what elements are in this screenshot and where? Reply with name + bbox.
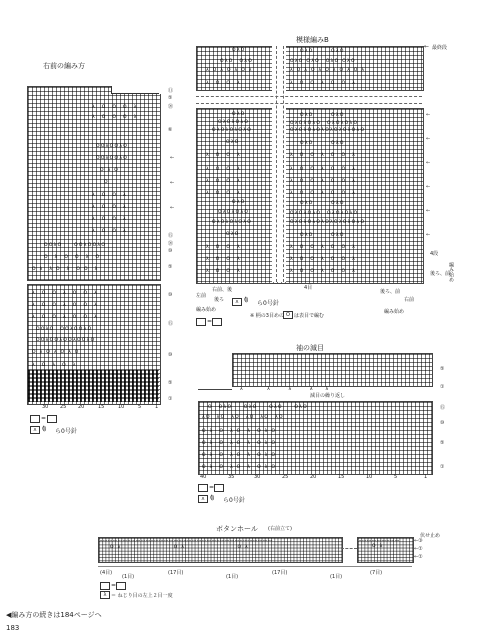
- pattern-sym-row: OλO: [232, 200, 246, 205]
- front-sym-row: λ O O λ: [92, 193, 128, 198]
- pattern-label: 右前: [404, 297, 415, 303]
- pattern-sym-row: λ O O λ: [206, 153, 242, 158]
- row-mark: ←: [426, 160, 431, 166]
- row-mark: ⑩: [168, 352, 173, 358]
- pattern-sym-row: λ O λ O λ O λ O λ O λ: [290, 68, 366, 73]
- needle-icon: ⟬⟭: [210, 494, 215, 501]
- needle-icon: ⟬⟭: [42, 425, 47, 432]
- legend-symbol: ᴧ: [30, 426, 40, 434]
- front-sym-row: O: [104, 180, 109, 185]
- legend-symbol: O: [283, 311, 293, 319]
- row-mark: ←: [426, 136, 431, 142]
- axis-label: 10: [366, 474, 373, 480]
- pattern-sym-row: OλO OλO: [300, 113, 345, 118]
- buttonhole-note: ＝ ねじり目の左上２目一度: [111, 593, 173, 599]
- pattern-label: 編み始め: [384, 309, 405, 315]
- front-sym-row: λ O O λ: [92, 217, 128, 222]
- front-sym-row: λ O O λ O O λ: [32, 303, 99, 308]
- row-mark: ①: [440, 464, 445, 470]
- segment-line: [98, 566, 412, 567]
- pattern-sym-row: OλOλOλO: [218, 120, 250, 125]
- pattern-sym-row: OλOλOλOλOλOλOλOλO: [290, 128, 366, 133]
- row-mark: ←: [170, 180, 175, 186]
- legend-symbol: [196, 318, 206, 326]
- side-label: 編み始め: [448, 262, 454, 282]
- axis-label: 5: [394, 474, 398, 480]
- legend-symbol: ᴧ: [198, 495, 208, 503]
- pattern-sym-row: λ O O λ: [206, 167, 242, 172]
- note-text: ※ 柄の3目めの: [250, 313, 284, 319]
- row-mark: ⑩: [168, 292, 173, 298]
- segment-label: (7目): [370, 570, 383, 576]
- axis-label: 1: [424, 474, 428, 480]
- continuation-note: ◀編み方の続きは184ページへ: [6, 611, 102, 619]
- bind-off-row: ᴗᴗᴗᴗᴗᴗᴗᴗᴗᴗᴗᴗᴗᴗᴗᴗᴗᴗᴗᴗᴗᴗᴗᴗᴗᴗᴗᴗᴗᴗᴗᴗᴗᴗᴗᴗᴗᴗᴗᴗᴗᴗᴗᴗᴗᴗᴗᴗᴗᴗᴗᴗᴗᴗᴗᴗᴗᴗᴗᴗᴗᴗᴗᴗᴗᴗᴗᴗ: [100, 538, 273, 542]
- row-mark: ⑤: [168, 95, 173, 101]
- buttonhole-title: ボタンホール: [216, 525, 258, 533]
- segment-label: (1目): [122, 574, 135, 580]
- side-label: 4段: [430, 251, 439, 257]
- row-mark: ⑤: [168, 264, 173, 270]
- pattern-b-title: 模様編みB: [296, 36, 329, 44]
- axis-label: 5: [138, 404, 142, 410]
- legend-symbol: [198, 484, 208, 492]
- legend-symbol: [47, 415, 57, 423]
- segment-label: (1目): [330, 574, 343, 580]
- row-mark: ←: [426, 232, 431, 238]
- pattern-sym-row: λ O O λ O O λ: [290, 245, 357, 250]
- row-mark: ⑤: [168, 380, 173, 386]
- pattern-sym-row: OλO OλO: [220, 59, 254, 64]
- ribbing-area: [28, 370, 159, 402]
- pattern-label: 編み始め: [196, 307, 217, 313]
- segment-label: (1目): [226, 574, 239, 580]
- axis-label: 20: [78, 404, 85, 410]
- pattern-label: 後ろ、前: [380, 289, 401, 295]
- legend-symbol: λ: [100, 591, 110, 599]
- row-mark: ⑮: [168, 233, 174, 239]
- pattern-sym-row: λ O O λ O O λ: [290, 179, 357, 184]
- pattern-sym-row: λ O λ O λ O λ: [206, 68, 253, 73]
- pattern-sym-row: OλOλOλOλO: [212, 220, 253, 225]
- front-sym-row: OOλOOλO: [96, 156, 129, 161]
- front-sym-row: O λ O O λ O: [44, 255, 101, 260]
- row-mark: ←③: [414, 538, 423, 544]
- decrease-label: 減目の繰り返し: [310, 393, 346, 399]
- neck-step-line: [111, 93, 159, 94]
- legend-symbol: [214, 484, 224, 492]
- axis-label: 20: [310, 474, 317, 480]
- pattern-sym-row: λ O O λ: [206, 269, 242, 274]
- pattern-label: 左前: [196, 293, 207, 299]
- pattern-sym-row: OλO OλO: [300, 49, 345, 54]
- row-mark: ⑩: [168, 248, 173, 254]
- break-lines: [341, 548, 357, 549]
- pattern-sym-row: λ O O λ O O λ: [290, 167, 357, 172]
- last-row-label: 最終段: [432, 45, 448, 51]
- pattern-sym-row: OλOλOλOλOλOλOλOλO: [290, 220, 366, 225]
- legend-symbol: [116, 582, 126, 590]
- axis-label: 40: [200, 474, 207, 480]
- front-sym-row: λ O O λ O O λ: [32, 291, 99, 296]
- pattern-sym-row: OλO OλO OλO OλO: [290, 59, 356, 64]
- sleeve-top-grid: [232, 353, 433, 387]
- pattern-sym-row: OλO: [232, 112, 246, 117]
- pattern-sym-row: OλO OλO: [300, 201, 345, 206]
- front-sym-row: O λ λ O λ O O λ: [32, 267, 99, 272]
- right-front-title: 右前の編み方: [43, 62, 85, 70]
- pattern-sym-row: OλO OλO: [300, 141, 345, 146]
- row-mark: ←: [170, 155, 175, 161]
- legend-eq: =: [111, 582, 117, 589]
- sleeve-sym-row: O λ O λ O λ O λ O: [202, 441, 277, 446]
- legend-eq: =: [209, 484, 215, 491]
- row-mark: ⑩: [440, 420, 445, 426]
- row-mark: ←: [426, 184, 431, 190]
- legend-eq: =: [207, 318, 213, 325]
- legend-symbol: ᴧ: [232, 298, 242, 306]
- axis-label: 25: [60, 404, 67, 410]
- legend-symbol: [212, 318, 222, 326]
- row-mark: ⑮: [168, 321, 174, 327]
- front-sym-row: OOλOOλO: [96, 144, 129, 149]
- row-mark: ⑥: [168, 127, 173, 133]
- axis-label: 25: [282, 474, 289, 480]
- front-sym-row: λ O O O λ: [92, 115, 138, 120]
- axis-label: 15: [338, 474, 345, 480]
- front-sym-row: λ O O λ: [92, 205, 128, 210]
- axis-label: 30: [254, 474, 261, 480]
- axis-label: 1: [155, 404, 159, 410]
- sleeve-step: [198, 389, 232, 402]
- pattern-sym-row: OλO: [226, 232, 240, 237]
- front-sym-row: OOλOOλOOλOOλO: [36, 338, 96, 343]
- row-mark: ①: [440, 384, 445, 390]
- row-mark: ←: [426, 208, 431, 214]
- pattern-label: 後ろ: [214, 297, 225, 303]
- needle-icon: ⟬⟭: [244, 296, 249, 303]
- row-mark: ①: [168, 396, 173, 402]
- segment-label: (17目): [168, 570, 184, 576]
- axis-label: 15: [98, 404, 105, 410]
- front-sym-row: λ O O λ O O λ: [32, 315, 99, 320]
- front-sym-row: OOλO OOλOOλO: [36, 327, 93, 332]
- segment-label: (4目): [100, 570, 113, 576]
- row-mark: ←: [426, 112, 431, 118]
- neck-step-edge: [111, 86, 112, 94]
- front-sym-row: O λ O λ O λ O: [32, 350, 80, 355]
- row-mark: ⑳: [168, 241, 174, 247]
- row-mark: ←: [170, 205, 175, 211]
- row-mark: ⑳: [168, 104, 174, 110]
- segment-label: (17目): [272, 570, 288, 576]
- buttonhole-sym: O λ: [372, 544, 384, 549]
- row-mark: ←①: [414, 554, 423, 560]
- pattern-sym-row: λ O O λ O O λ: [290, 269, 357, 274]
- front-sym-row: O λ O: [100, 168, 120, 173]
- page-number: 183: [6, 624, 20, 632]
- buttonhole-sym: O λ O λ O λ: [110, 545, 250, 550]
- pattern-sym-row: λ O O λ: [206, 191, 242, 196]
- legend-symbol: [100, 582, 110, 590]
- pattern-sym-row: OλOλOλOλO: [212, 128, 253, 133]
- legend-text: ら0号針: [257, 300, 279, 307]
- front-sym-row: λ O λ O λ: [32, 363, 77, 368]
- pattern-sym-row: OλO: [226, 140, 240, 145]
- sleeve-sym-row: O λ O λ O λ O λ O: [202, 465, 277, 470]
- sleeve-title: 袖の減目: [296, 344, 324, 352]
- legend-symbol: [30, 415, 40, 423]
- break-lines-h: [196, 96, 422, 104]
- legend-text: ら0号針: [223, 497, 245, 504]
- sleeve-sym-row: λO λO λO λO λO λO: [202, 415, 284, 420]
- legend-text: ら0号針: [55, 428, 77, 435]
- note-text: は表目で編む: [294, 313, 325, 319]
- pattern-sym-row: λ O O λ: [206, 179, 242, 184]
- row-mark: ←①: [414, 546, 423, 552]
- row-mark: ⑮: [440, 405, 446, 411]
- buttonhole-subtitle: (右前立て): [268, 526, 292, 532]
- pattern-sym-row: λ O O λ: [206, 257, 242, 262]
- front-sym-row: λ O O O λ: [92, 105, 138, 110]
- row-mark: ⑤: [440, 366, 445, 372]
- break-lines: [276, 46, 284, 282]
- pattern-sym-row: λ O O λ O O λ: [290, 257, 357, 262]
- sleeve-sym-row: O OλO OλO OλO OλO: [208, 405, 309, 410]
- arrow-left-icon: ←: [424, 43, 430, 50]
- row-mark: ⑪: [168, 88, 174, 94]
- pattern-sym-row: λ O O λ: [206, 245, 242, 250]
- sleeve-sym-row: λ λ λ λ λ: [240, 387, 330, 392]
- pattern-label: 4目: [304, 285, 313, 291]
- front-sym-row: λ O O λ: [92, 229, 128, 234]
- pattern-sym-row: OλO: [232, 48, 246, 53]
- sleeve-sym-row: O λ O λ O λ O λ O: [202, 429, 277, 434]
- pattern-sym-row: OλOλOλO OλOλOλO: [290, 121, 359, 126]
- front-sym-row: OOλO OOλOOλO: [44, 243, 107, 248]
- axis-label: 35: [228, 474, 235, 480]
- side-label: 後ろ、前: [430, 271, 451, 277]
- pattern-sym-row: OλOλOλO OλOλOλO: [290, 211, 359, 216]
- bind-off-row: ᴗᴗᴗᴗᴗᴗᴗᴗᴗᴗᴗᴗᴗᴗᴗᴗ: [359, 538, 400, 542]
- pattern-sym-row: λ O O λ O O λ: [290, 153, 357, 158]
- pattern-sym-row: λ O O λ O O λ: [290, 191, 357, 196]
- pattern-sym-row: OλOλOλO: [218, 210, 250, 215]
- pattern-sym-row: OλO OλO: [300, 233, 345, 238]
- axis-label: 10: [118, 404, 125, 410]
- pattern-sym-row: λ O O λ O O λ: [290, 81, 357, 86]
- axis-label: 30: [42, 404, 49, 410]
- row-mark: ⑤: [440, 440, 445, 446]
- sleeve-sym-row: O λ O λ O λ O λ O: [202, 453, 277, 458]
- end-label: 伏せ止め: [420, 533, 441, 539]
- pattern-label: 右前、後: [212, 287, 233, 293]
- legend-eq: =: [41, 415, 47, 422]
- pattern-sym-row: λ O O λ: [206, 81, 242, 86]
